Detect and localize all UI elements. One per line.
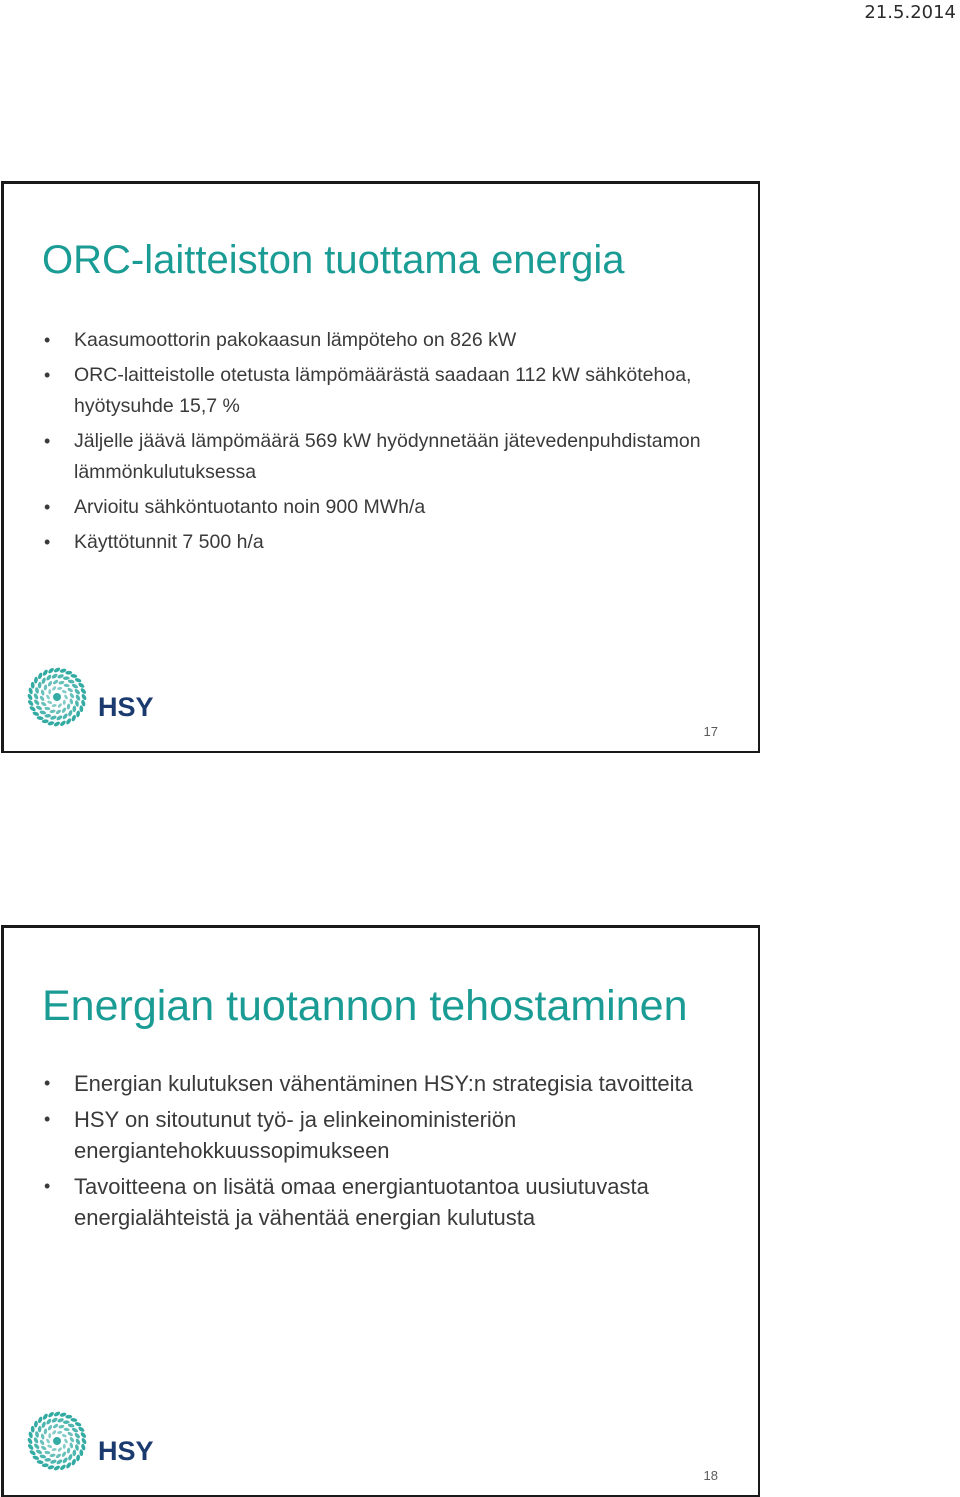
logo-dot [72, 705, 76, 712]
hsy-logo-text: HSY [98, 692, 154, 722]
logo-dot [39, 710, 46, 715]
logo-dot [68, 1423, 75, 1428]
logo-dot [57, 1447, 63, 1453]
logo-dot [44, 1458, 51, 1462]
logo-dot [71, 714, 77, 722]
bullet-text: HSY on sitoutunut työ- ja elinkeinoministeriön energiantehokkuussopimukseen [74, 1107, 517, 1163]
logo-dot [39, 695, 45, 702]
logo-dot [47, 700, 53, 705]
logo-dot [51, 1417, 58, 1424]
logo-dot [63, 700, 66, 705]
logo-dot [35, 705, 43, 711]
logo-dot [42, 669, 49, 677]
logo-dot [42, 1463, 49, 1467]
logo-dot [38, 682, 42, 689]
logo-dot [34, 676, 39, 683]
bullet-icon: • [44, 431, 51, 451]
logo-dot [66, 1447, 70, 1453]
logo-dot [77, 1426, 85, 1433]
logo-dot [79, 1449, 83, 1456]
logo-dot [74, 1421, 82, 1427]
logo-dot [36, 1460, 43, 1465]
logo-dot [66, 703, 70, 709]
logo-dot [75, 694, 81, 702]
logo-dot [65, 1461, 72, 1469]
logo-dot [80, 1431, 87, 1439]
bullet-item [42, 325, 748, 356]
logo-dot [33, 1437, 39, 1445]
logo-dot [71, 1427, 79, 1433]
logo-dot [53, 1411, 61, 1418]
slide-title: Energian tuotannon tehostaminen [42, 982, 688, 1030]
logo-dot [31, 1426, 35, 1433]
logo-dot [55, 709, 62, 715]
logo-dot [65, 671, 72, 675]
logo-dot [63, 1444, 66, 1449]
logo-dot [81, 1437, 88, 1445]
logo-dot [70, 674, 77, 679]
logo-dot [59, 1464, 67, 1471]
logo-dot [33, 693, 39, 701]
logo-dot [63, 1438, 68, 1444]
slide-title: ORC-laitteiston tuottama energia [42, 238, 625, 282]
logo-dot [57, 687, 63, 691]
logo-dot [59, 720, 67, 727]
logo-dot [32, 1455, 40, 1461]
bullet-item [42, 1171, 748, 1233]
bullet-text: Tavoitteena on lisätä omaa energiantuotantoa uusiutuvasta energialähteistä ja vähentää energian kulutusta [74, 1174, 649, 1230]
logo-dot [42, 1413, 49, 1421]
bullet-text: Jäljelle jäävä lämpömäärä 569 kW hyödynnetään jätevedenpuhdistamon lämmönkulutuksessa [74, 430, 701, 483]
bullet-item [42, 1068, 748, 1099]
bullet-icon: • [44, 1109, 51, 1129]
logo-dot [79, 705, 83, 712]
logo-dot [29, 1449, 37, 1456]
logo-dot [53, 1465, 61, 1472]
logo-dot [69, 1436, 75, 1443]
logo-dot [47, 1411, 55, 1418]
logo-dot [41, 1421, 47, 1428]
logo-dot [57, 1431, 63, 1435]
bullet-text: Energian kulutuksen vähentäminen HSY:n strategisia tavoitteita [74, 1071, 693, 1096]
logo-dot [43, 684, 47, 690]
logo-dot [40, 1445, 47, 1451]
logo-dot [77, 682, 85, 689]
bullet-icon: • [44, 532, 51, 552]
page-number: 17 [703, 724, 718, 739]
logo-dot [58, 1424, 65, 1429]
bullet-icon: • [44, 1073, 51, 1093]
logo-dot [45, 1418, 52, 1425]
logo-dot [36, 716, 43, 721]
logo-dot [27, 1437, 34, 1445]
logo-dot [74, 1432, 81, 1439]
page-date: 21.5.2014 [864, 2, 956, 23]
slide-17 [1, 181, 760, 753]
logo-dot [35, 1449, 43, 1455]
logo-dot [53, 721, 61, 728]
logo-dot [51, 1448, 57, 1452]
logo-dot [67, 710, 73, 717]
logo-dot [51, 686, 57, 692]
logo-dot [47, 1444, 53, 1449]
logo-dot [39, 1454, 46, 1459]
logo-dot [71, 1458, 77, 1466]
logo-dot [40, 701, 47, 707]
logo-dot [45, 674, 52, 681]
logo-dot [52, 1423, 59, 1429]
logo-dot [63, 676, 70, 680]
logo-dot [57, 703, 63, 709]
logo-dot [63, 694, 68, 700]
logo-dot [62, 713, 69, 720]
logo-dot [65, 717, 72, 725]
logo-dot [45, 694, 50, 700]
logo-dot [47, 680, 53, 687]
logo-dot [47, 667, 55, 674]
logo-dot [33, 1443, 40, 1450]
logo-dot [65, 1415, 72, 1419]
logo-dot [27, 699, 34, 707]
logo-dot [61, 1433, 67, 1438]
logo-dot [44, 1450, 50, 1454]
logo-dot [55, 1453, 62, 1459]
bullet-item [42, 527, 748, 558]
bullet-text: Käyttötunnit 7 500 h/a [74, 531, 264, 553]
logo-dot [61, 689, 67, 694]
bullet-list [42, 1068, 748, 1238]
bullet-item [42, 1104, 748, 1166]
logo-dot [43, 1428, 47, 1434]
hsy-logo [22, 662, 154, 732]
logo-dot [52, 679, 59, 685]
logo-dot [37, 672, 43, 680]
logo-dot [51, 673, 58, 680]
logo-dot [76, 1454, 81, 1461]
page-number: 18 [703, 1468, 718, 1483]
logo-dot [68, 679, 75, 684]
bullet-item [42, 492, 748, 523]
logo-dot [72, 1449, 76, 1456]
logo-dot [49, 709, 56, 714]
logo-dot [51, 1430, 57, 1436]
bullet-icon: • [44, 497, 51, 517]
logo-dot [75, 1438, 81, 1446]
logo-dot [67, 1431, 74, 1437]
logo-dot [51, 704, 57, 708]
hsy-logo-icon [27, 1411, 88, 1472]
bullet-item [42, 360, 748, 422]
logo-dot [38, 1426, 42, 1433]
logo-dot [81, 693, 88, 701]
logo-dot [32, 711, 40, 717]
logo-dot [69, 698, 74, 705]
bullet-item [42, 426, 748, 488]
hsy-logo-text: HSY [98, 1436, 154, 1466]
logo-dot [53, 667, 61, 674]
logo-dot [45, 1438, 50, 1444]
logo-dot [74, 688, 81, 695]
logo-dot [63, 1427, 69, 1431]
logo-dot [74, 677, 82, 683]
bullet-icon: • [44, 330, 51, 350]
logo-dot [58, 680, 65, 685]
logo-dot [61, 1451, 67, 1458]
logo-dot [40, 1433, 45, 1440]
logo-dot [63, 683, 69, 687]
logo-dot [44, 706, 50, 710]
logo-dot [40, 689, 45, 696]
logo-dot [67, 1454, 73, 1461]
logo-dot [27, 1443, 34, 1451]
logo-dot [31, 682, 35, 689]
logo-dot [27, 693, 34, 701]
hsy-logo [22, 1406, 154, 1476]
logo-dot [56, 1458, 63, 1465]
logo-dot [61, 707, 67, 714]
bullet-icon: • [44, 365, 51, 385]
bullet-icon: • [44, 1176, 51, 1196]
logo-dot [48, 1433, 51, 1438]
logo-dot [39, 1439, 45, 1446]
logo-dot [69, 1442, 74, 1449]
logo-dot [47, 1424, 53, 1431]
logo-dot [67, 687, 74, 693]
logo-dot [62, 1457, 69, 1464]
logo-dot [42, 719, 49, 723]
hsy-logo-icon [27, 667, 88, 728]
slide-18 [1, 925, 760, 1497]
logo-dot [44, 714, 51, 718]
logo-dot [33, 699, 40, 706]
logo-dot [29, 705, 37, 712]
bullet-text: ORC-laitteistolle otetusta lämpömäärästä saadaan 112 kW sähkötehoa, hyötysuhde 15,7 % [74, 364, 692, 417]
logo-dot [56, 714, 63, 721]
logo-dot [37, 1416, 43, 1424]
bullet-text: Kaasumoottorin pakokaasun lämpöteho on 826 kW [74, 329, 517, 351]
bullet-list [42, 325, 748, 562]
bullet-text: Arvioitu sähköntuotanto noin 900 MWh/a [74, 496, 426, 518]
logo-dot [48, 689, 51, 694]
logo-dot [71, 683, 79, 689]
logo-dot [63, 1420, 70, 1424]
logo-dot [76, 710, 81, 717]
logo-dot [70, 1418, 77, 1423]
logo-dot [49, 1453, 56, 1458]
logo-dot [69, 692, 75, 699]
logo-dot [80, 687, 87, 695]
logo-dot [41, 677, 47, 684]
logo-dot [34, 1420, 39, 1427]
